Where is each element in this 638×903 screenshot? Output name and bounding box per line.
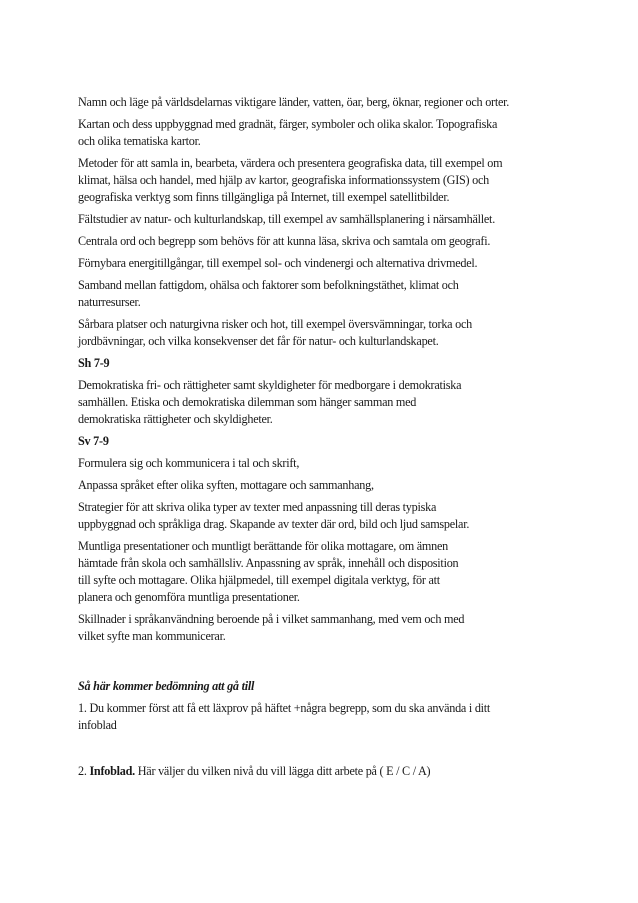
geo-paragraph-8: Sårbara platser och naturgivna risker och hot, till exempel översvämningar, torka och jordbävningar, och vilka konsekvenser det får för natur- och kulturlandskapet.	[78, 317, 472, 348]
assessment-heading: Så här kommer bedömning att gå till	[78, 679, 255, 693]
step-2-text: Här väljer du vilken nivå du vill lägga ditt arbete på ( E / C / A)	[134, 764, 431, 778]
sh-paragraph-1: Demokratiska fri- och rättigheter samt skyldigheter för medborgare i demokratiska samhällen. Etiska och demokratiska dilemman som hänger samman med demokratiska rättigheter och skyldigheter.	[78, 378, 462, 426]
geo-paragraph-6: Förnybara energitillgångar, till exempel sol- och vindenergi och alternativa drivmedel.	[78, 256, 478, 270]
geography-content-list	[78, 94, 568, 350]
assessment-step-1: 1. Du kommer först att få ett läxprov på häftet +några begrepp, som du ska använda i ditt infoblad	[78, 701, 491, 732]
sv-paragraph-2: Anpassa språket efter olika syften, mottagare och sammanhang,	[78, 478, 374, 492]
geo-paragraph-5: Centrala ord och begrepp som behövs för att kunna läsa, skriva och samtala om geografi.	[78, 234, 491, 248]
sv-paragraph-1: Formulera sig och kommunicera i tal och skrift,	[78, 456, 300, 470]
geo-paragraph-7: Samband mellan fattigdom, ohälsa och faktorer som befolkningstäthet, klimat och naturresurser.	[78, 278, 459, 309]
step-gap	[78, 739, 568, 763]
geo-paragraph-2: Kartan och dess uppbyggnad med gradnät, färger, symboler och olika skalor. Topografiska och olika tematiska kartor.	[78, 117, 498, 148]
step-2-number: 2.	[78, 764, 90, 778]
sv-paragraph-3: Strategier för att skriva olika typer av texter med anpassning till deras typiska uppbyggnad och språkliga drag. Skapande av texter där ord, bild och ljud samspelar.	[78, 500, 470, 531]
geo-paragraph-3: Metoder för att samla in, bearbeta, värdera och presentera geografiska data, till exempel om klimat, hälsa och handel, med hjälp av kartor, geografiska informationssystem (GIS) och geografiska verktyg som finns tillgängliga på Internet, till exempel satellitbilder.	[78, 156, 503, 204]
geo-paragraph-1: Namn och läge på världsdelarnas viktigare länder, vatten, öar, berg, öknar, regioner och orter.	[78, 95, 510, 109]
heading-sv: Sv 7-9	[78, 434, 109, 448]
step-2-bold-label: Infoblad.	[89, 764, 135, 778]
assessment-step-2	[78, 763, 568, 780]
sv-paragraph-5: Skillnader i språkanvändning beroende på i vilket sammanhang, med vem och med vilket syfte man kommunicerar.	[78, 612, 465, 643]
geo-paragraph-4: Fältstudier av natur- och kulturlandskap, till exempel av samhällsplanering i närsamhället.	[78, 212, 495, 226]
section-gap	[78, 650, 568, 678]
sv-paragraph-4: Muntliga presentationer och muntligt berättande för olika mottagare, om ämnen hämtade från skola och samhällsliv. Anpassning av språk, innehåll och disposition till syfte och mottagare. Olika hjälpmedel, till exempel digitala verktyg, för att planera och genomföra muntliga presentationer.	[78, 539, 459, 604]
document-body	[78, 94, 568, 785]
heading-sh: Sh 7-9	[78, 356, 110, 370]
